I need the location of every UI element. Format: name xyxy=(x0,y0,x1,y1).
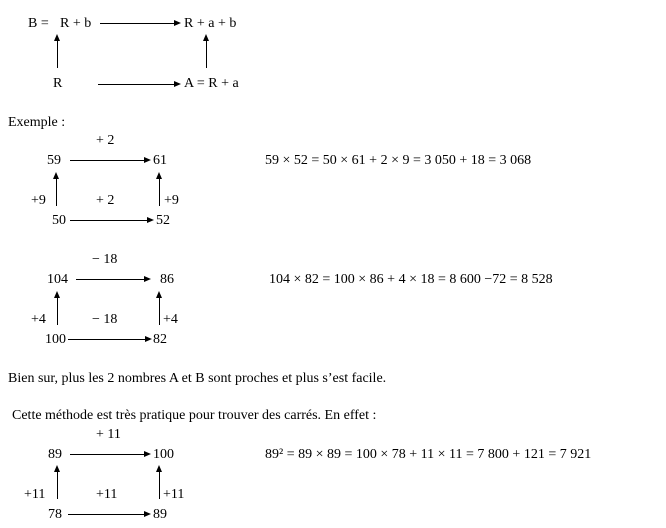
ex1-left-op: +9 xyxy=(31,193,46,208)
ex1-right-op: +9 xyxy=(164,193,179,208)
text-proches: Bien sur, plus les 2 nombres A et B sont proches et plus s’est facile. xyxy=(8,371,387,386)
r-label: R xyxy=(53,76,63,91)
ex2-bottom-right: 82 xyxy=(153,332,167,347)
ex1-equation: 59 × 52 = 50 × 61 + 2 × 9 = 3 050 + 18 = 3 068 xyxy=(265,153,532,168)
a-equals-label: A = R + a xyxy=(184,76,239,91)
ex3-top-left: 89 xyxy=(48,447,62,462)
ex2-bottom-left: 100 xyxy=(45,332,66,347)
ex1-bottom-left: 50 xyxy=(52,213,66,228)
ex1-mid-op: + 2 xyxy=(96,193,115,208)
ex2-right-op: +4 xyxy=(163,312,178,327)
ex3-mid-op: +11 xyxy=(96,487,118,502)
exemple-label: Exemple : xyxy=(8,115,66,130)
ex3-top-op: + 11 xyxy=(96,427,121,442)
ex3-right-op: +11 xyxy=(163,487,185,502)
ex1-top-left: 59 xyxy=(47,153,61,168)
r-plus-b-label: R + b xyxy=(60,16,92,31)
ex1-bottom-right: 52 xyxy=(156,213,170,228)
text-carres: Cette méthode est très pratique pour trouver des carrés. En effet : xyxy=(12,408,377,423)
ex3-bottom-right: 89 xyxy=(153,507,167,522)
ex3-top-right: 100 xyxy=(153,447,174,462)
ex2-mid-op: − 18 xyxy=(92,312,118,327)
r-plus-a-plus-b-label: R + a + b xyxy=(184,16,237,31)
ex2-left-op: +4 xyxy=(31,312,46,327)
ex3-equation: 89² = 89 × 89 = 100 × 78 + 11 × 11 = 7 800 + 121 = 7 921 xyxy=(265,447,592,462)
ex1-top-right: 61 xyxy=(153,153,167,168)
b-equals-label: B = xyxy=(28,16,49,31)
ex3-left-op: +11 xyxy=(24,487,46,502)
ex2-top-left: 104 xyxy=(47,272,68,287)
ex2-equation: 104 × 82 = 100 × 86 + 4 × 18 = 8 600 −72 = 8 528 xyxy=(269,272,553,287)
ex1-top-op: + 2 xyxy=(96,133,115,148)
ex2-top-op: − 18 xyxy=(92,252,118,267)
ex2-top-right: 86 xyxy=(160,272,174,287)
ex3-bottom-left: 78 xyxy=(48,507,62,522)
